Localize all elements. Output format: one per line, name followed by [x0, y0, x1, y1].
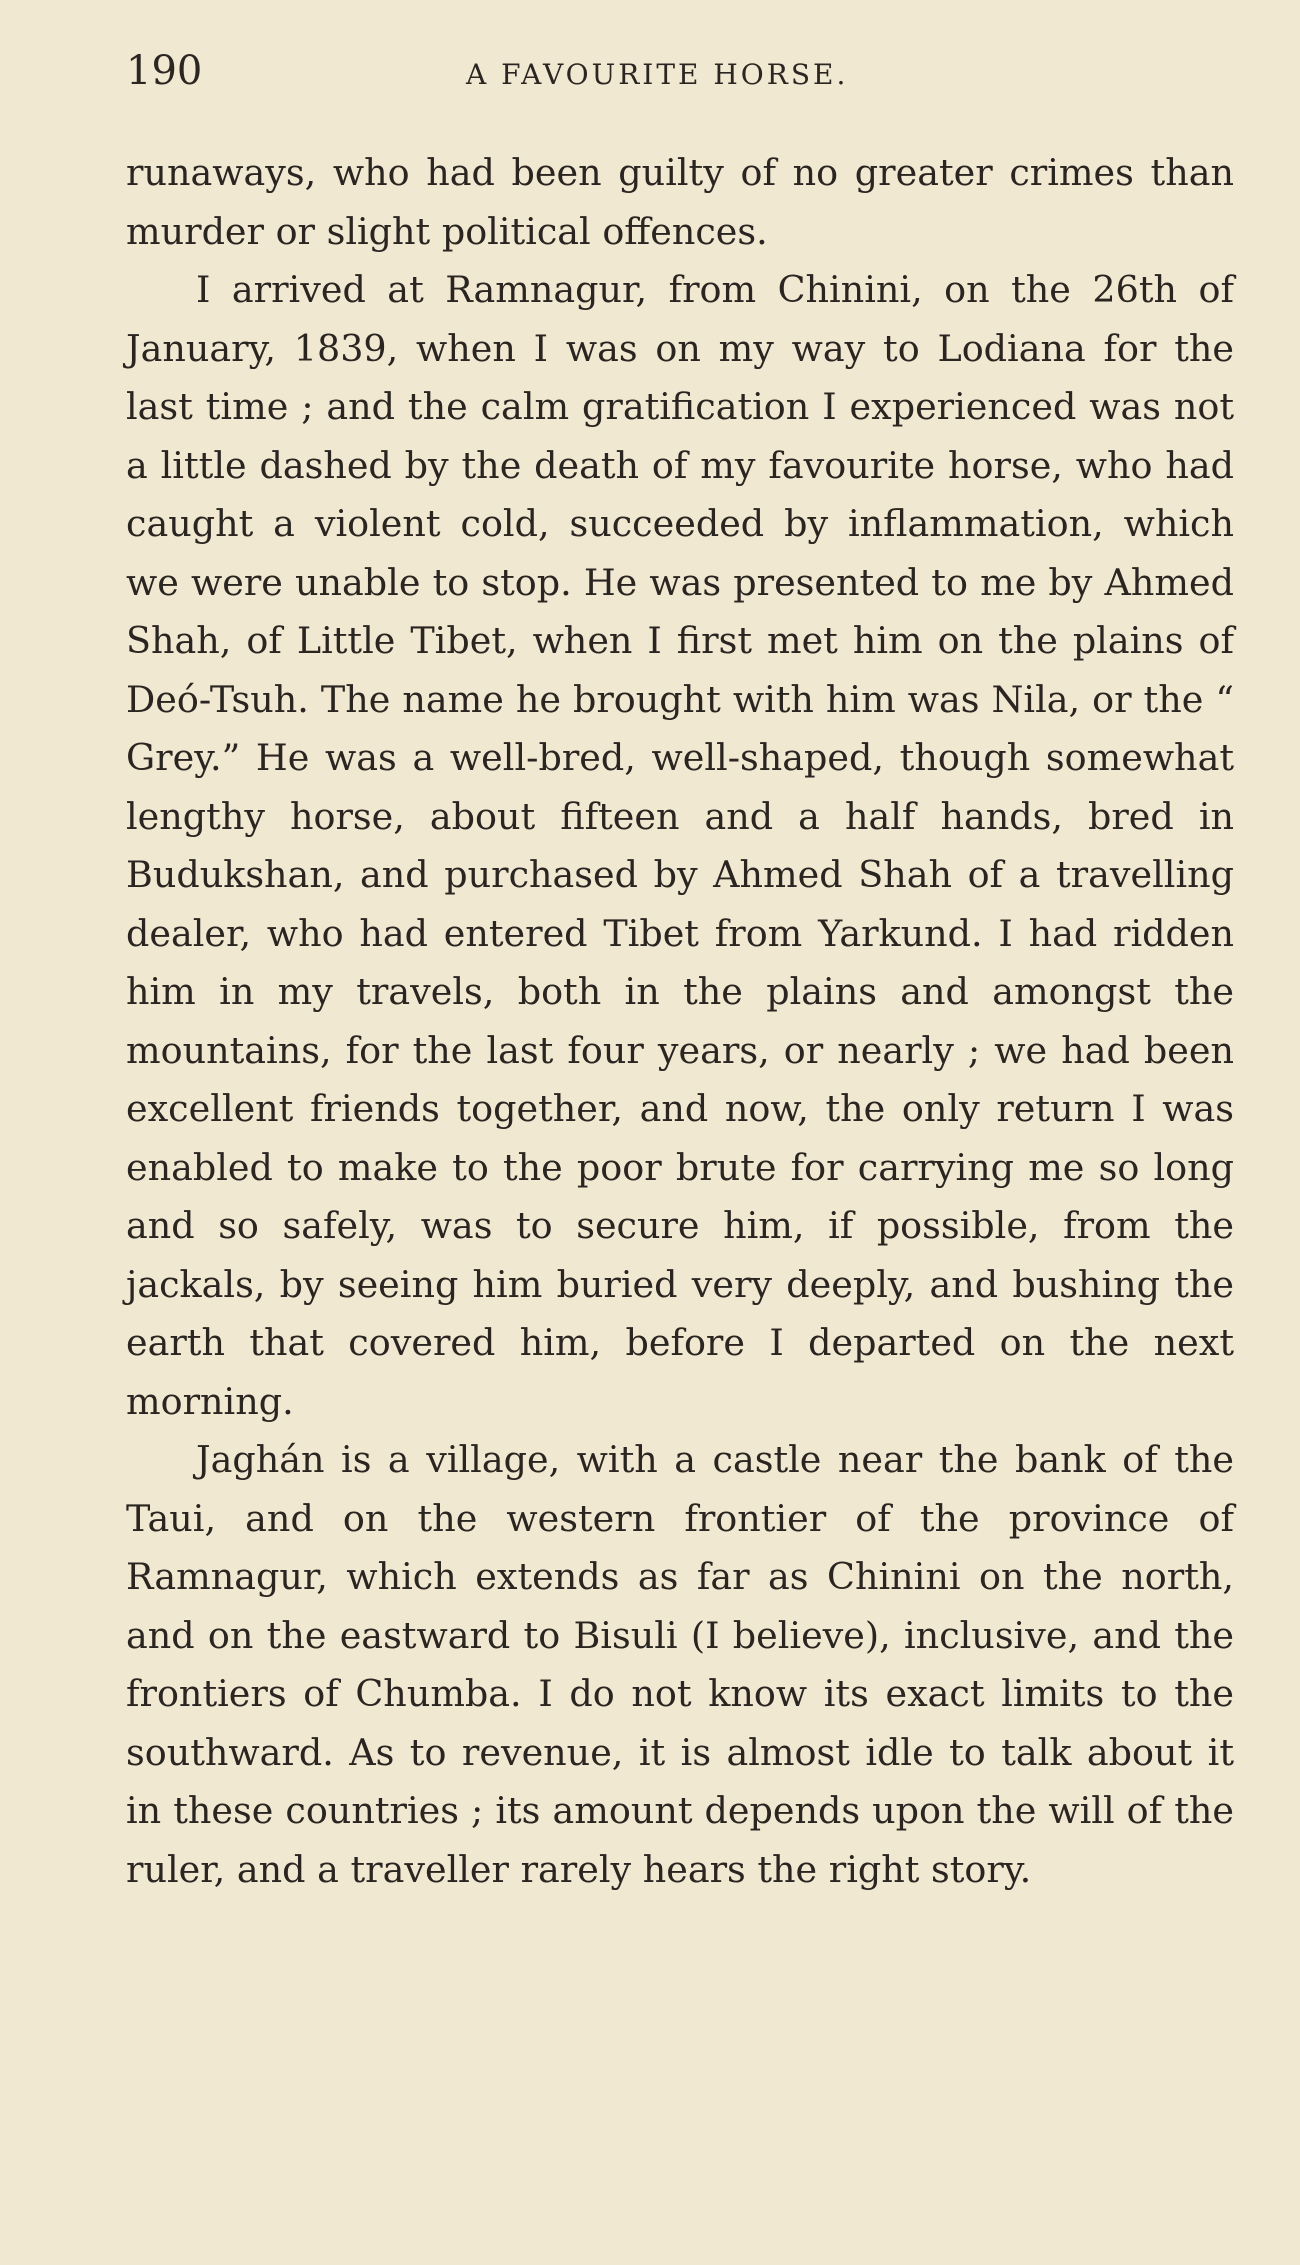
body-text [126, 144, 1234, 1899]
paragraph-favourite-horse: I arrived at Ramnagur, from Chinini, on the 26th of January, 1839, when I was on my way to Lodiana for the last time ; and the calm gratification I experienced was not a little dashed by the death of my favourite horse, who had caught a violent cold, succeeded by inflammation, which we were unable to stop. He was presented to me by Ahmed Shah, of Little Tibet, when I first met him on the plains of Deó-Tsuh. The name he brought with him was Nila, or the “ Grey.” He was a well-bred, well-shaped, though somewhat lengthy horse, about fifteen and a half hands, bred in Budukshan, and purchased by Ahmed Shah of a travelling dealer, who had entered Tibet from Yarkund. I had ridden him in my travels, both in the plains and amongst the mountains, for the last four years, or nearly ; we had been excellent friends together, and now, the only return I was enabled to make to the poor brute for carrying me so long and so safely, was to secure him, if possible, from the jackals, by seeing him buried very deeply, and bushing the earth that covered him, before I departed on the next morning. [126, 268, 1234, 1423]
page-number: 190 [126, 48, 203, 94]
paragraph-continuation: runaways, who had been guilty of no greater crimes than murder or slight political offences. [126, 151, 1234, 253]
page-header [126, 48, 1234, 108]
running-title: A FAVOURITE HORSE. [466, 58, 849, 91]
paragraph-jaghan: Jaghán is a village, with a castle near the bank of the Taui, and on the western frontier of the province of Ramnagur, which extends as far as Chinini on the north, and on the eastward to Bisuli (I believe), inclusive, and the frontiers of Chumba. I do not know its exact limits to the southward. As to revenue, it is almost idle to talk about it in these countries ; its amount depends upon the will of the ruler, and a traveller rarely hears the right story. [126, 1438, 1234, 1891]
